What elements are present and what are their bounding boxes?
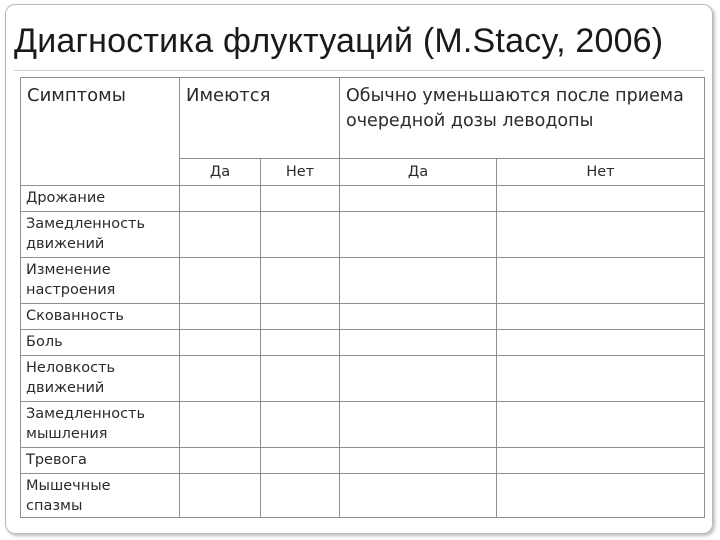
table-row (21, 448, 705, 474)
cell-present-yes[interactable] (180, 186, 261, 212)
symptom-label: Дрожание (21, 186, 180, 212)
symptom-label: Неловкость движений (21, 356, 180, 402)
cell-present-yes[interactable] (180, 304, 261, 330)
cell-present-no[interactable] (261, 356, 340, 402)
cell-decrease-no[interactable] (497, 186, 705, 212)
cell-present-no[interactable] (261, 186, 340, 212)
cell-decrease-no[interactable] (497, 258, 705, 304)
cell-decrease-no[interactable] (497, 330, 705, 356)
cell-present-no[interactable] (261, 402, 340, 448)
symptom-label: Замедленность мышления (21, 402, 180, 448)
cell-present-yes[interactable] (180, 356, 261, 402)
fluctuation-table (20, 77, 705, 518)
cell-present-yes[interactable] (180, 258, 261, 304)
cell-decrease-no[interactable] (497, 212, 705, 258)
cell-present-no[interactable] (261, 448, 340, 474)
cell-decrease-yes[interactable] (340, 402, 497, 448)
header-decrease-yes: Да (340, 159, 497, 186)
cell-decrease-yes[interactable] (340, 448, 497, 474)
cell-decrease-no[interactable] (497, 402, 705, 448)
table-row (21, 304, 705, 330)
table-row (21, 212, 705, 258)
title-divider (14, 70, 704, 71)
table-row (21, 402, 705, 448)
cell-decrease-yes[interactable] (340, 474, 497, 518)
cell-decrease-yes[interactable] (340, 212, 497, 258)
cell-present-yes[interactable] (180, 402, 261, 448)
cell-decrease-no[interactable] (497, 448, 705, 474)
cell-decrease-no[interactable] (497, 304, 705, 330)
slide-title: Диагностика флуктуаций (M.Stacy, 2006) (14, 22, 664, 60)
cell-decrease-yes[interactable] (340, 186, 497, 212)
table-row (21, 330, 705, 356)
symptom-label: Скованность (21, 304, 180, 330)
cell-present-yes[interactable] (180, 330, 261, 356)
table-row (21, 186, 705, 212)
table-row (21, 258, 705, 304)
header-present-yes: Да (180, 159, 261, 186)
header-present: Имеются (180, 78, 340, 159)
cell-decrease-yes[interactable] (340, 304, 497, 330)
cell-decrease-yes[interactable] (340, 356, 497, 402)
cell-present-no[interactable] (261, 474, 340, 518)
cell-decrease-no[interactable] (497, 356, 705, 402)
symptom-label: Изменение настроения (21, 258, 180, 304)
cell-decrease-yes[interactable] (340, 258, 497, 304)
table-row (21, 474, 705, 518)
cell-present-no[interactable] (261, 258, 340, 304)
cell-present-no[interactable] (261, 330, 340, 356)
header-symptoms: Симптомы (21, 78, 180, 186)
cell-present-no[interactable] (261, 304, 340, 330)
cell-decrease-no[interactable] (497, 474, 705, 518)
cell-present-yes[interactable] (180, 474, 261, 518)
cell-present-yes[interactable] (180, 448, 261, 474)
symptom-label: Боль (21, 330, 180, 356)
header-decrease-after-levodopa: Обычно уменьшаются после приема очередной дозы леводопы (340, 78, 705, 159)
symptom-label: Замедленность движений (21, 212, 180, 258)
cell-present-no[interactable] (261, 212, 340, 258)
cell-decrease-yes[interactable] (340, 330, 497, 356)
symptom-label: Тревога (21, 448, 180, 474)
header-decrease-no: Нет (497, 159, 705, 186)
cell-present-yes[interactable] (180, 212, 261, 258)
header-present-no: Нет (261, 159, 340, 186)
symptom-label: Мышечные спазмы (21, 474, 180, 518)
table-row (21, 356, 705, 402)
